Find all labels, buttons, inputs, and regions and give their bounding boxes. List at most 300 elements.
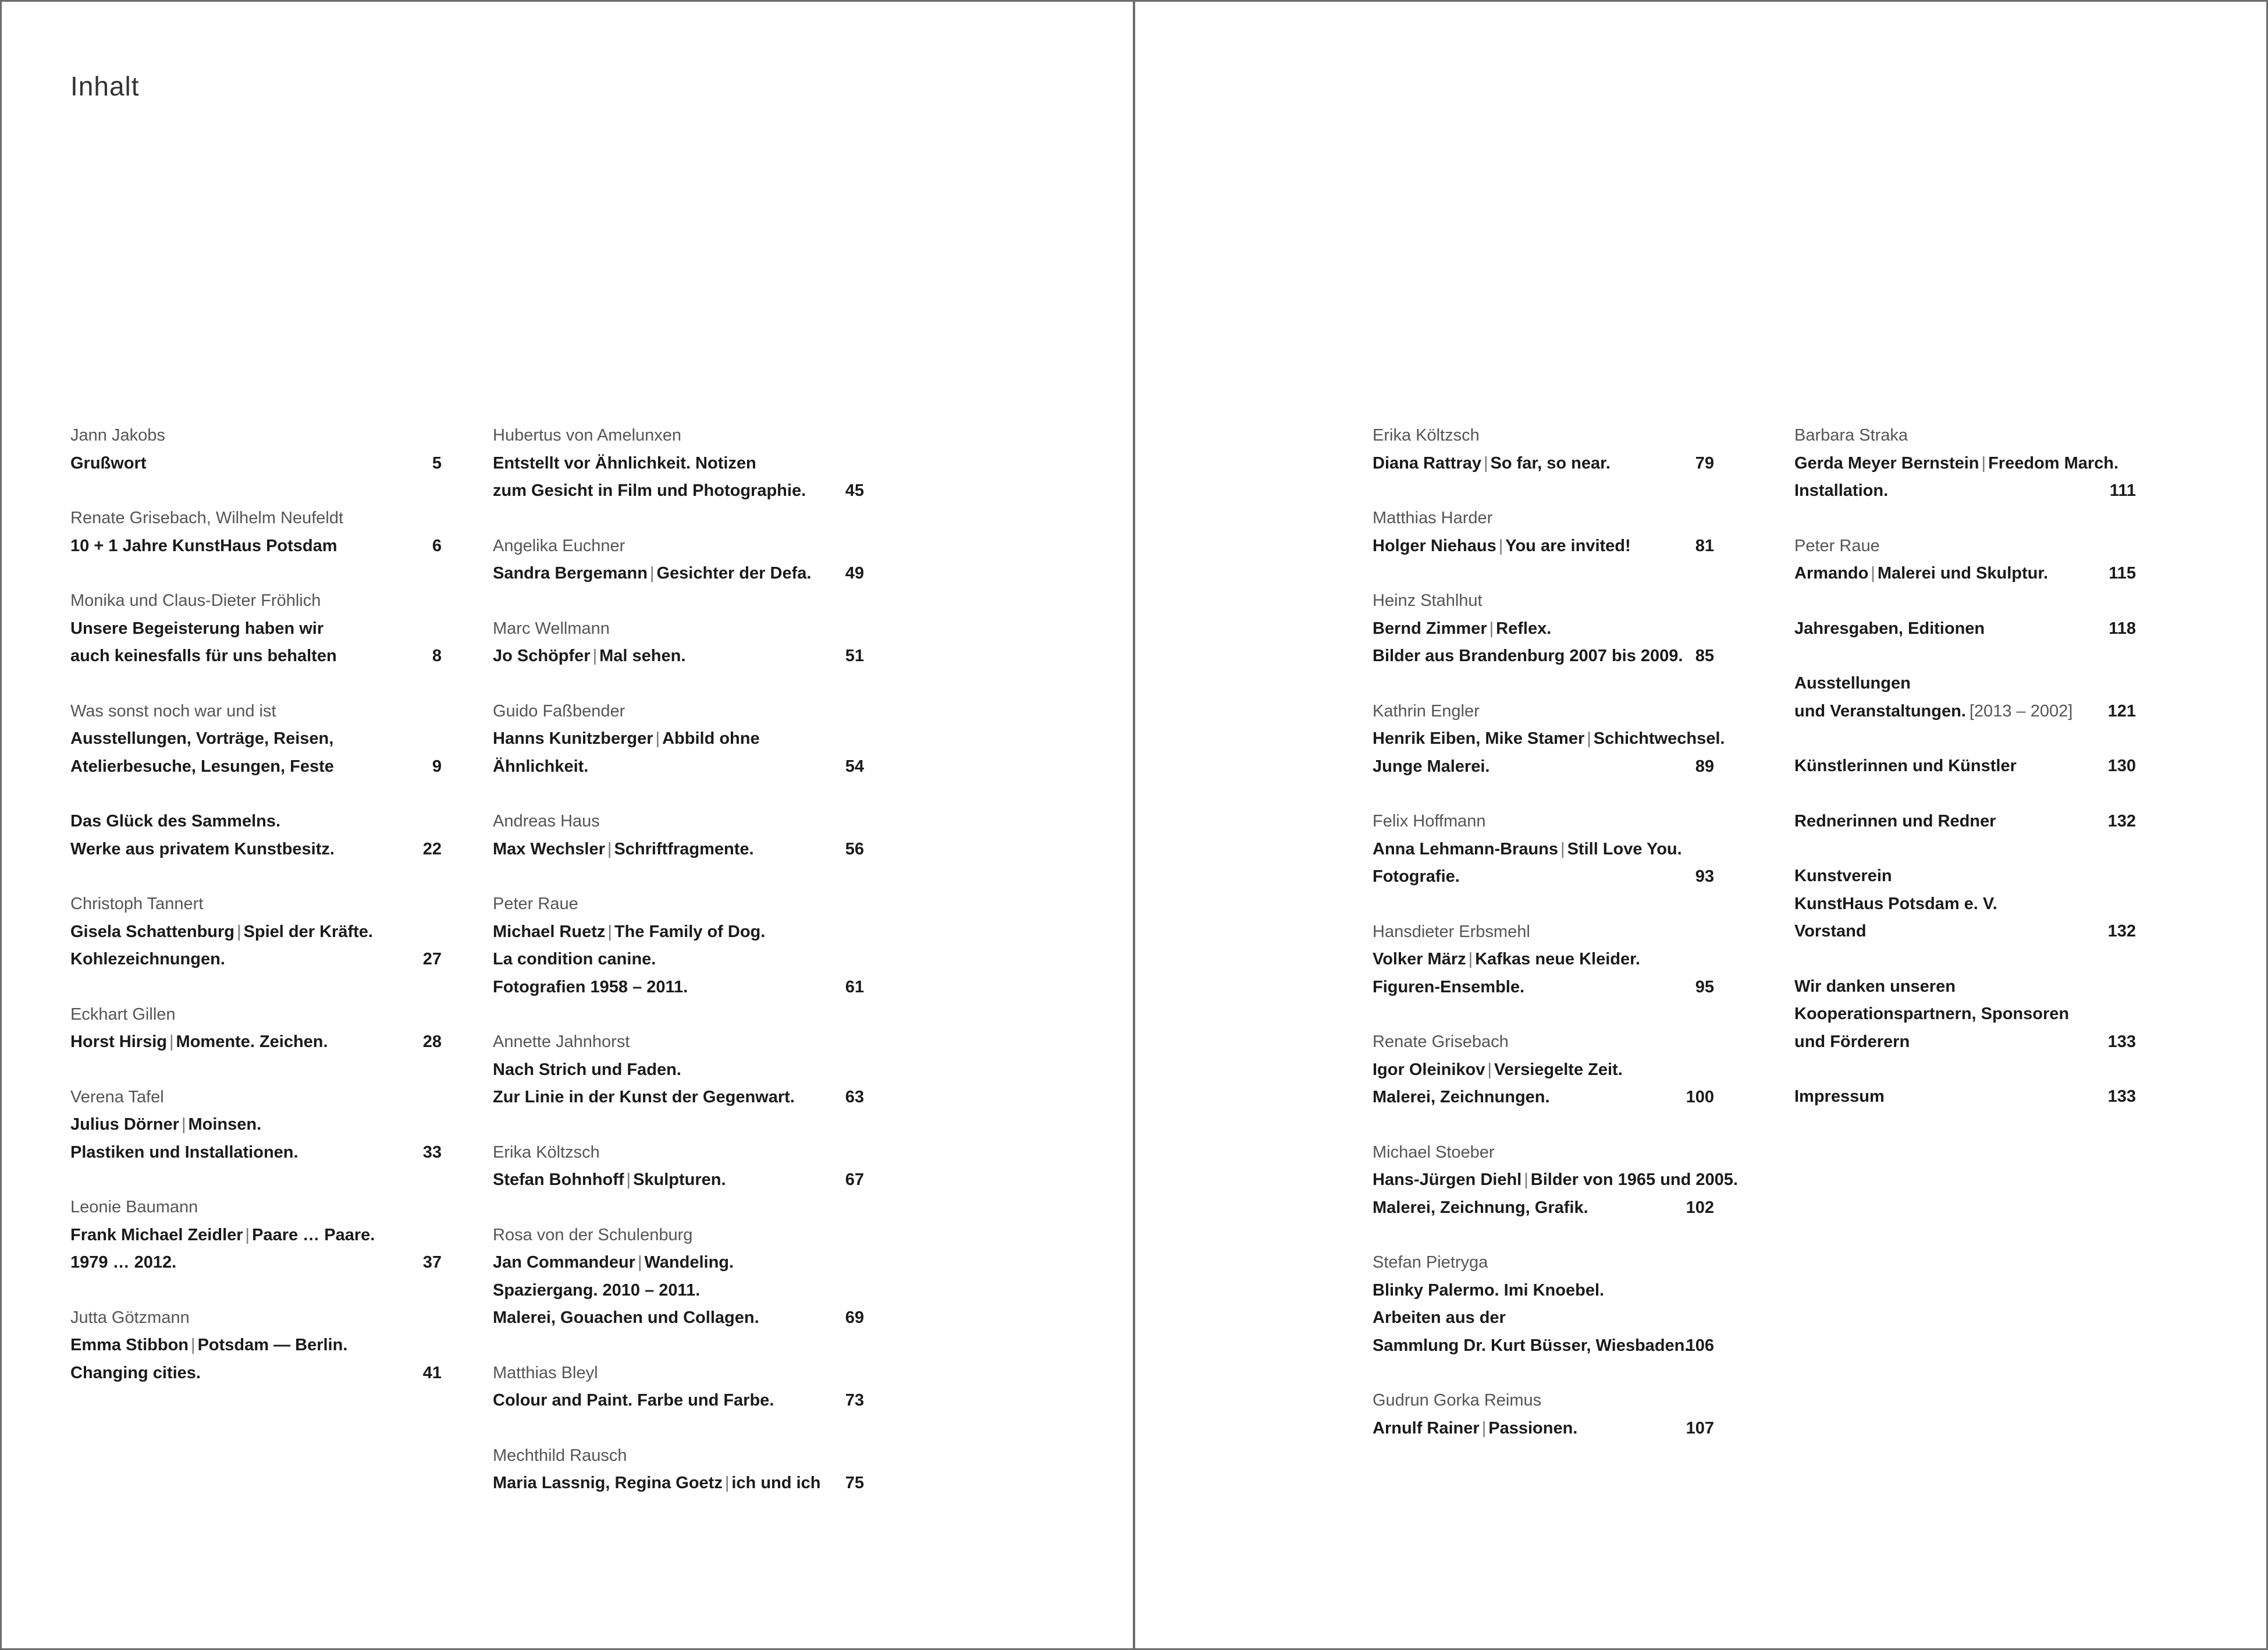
- toc-title-line: [1373, 946, 1714, 974]
- toc-title-line: [493, 450, 864, 478]
- toc-entry-title: [1794, 863, 2136, 946]
- toc-title-text: Fotografie.: [1373, 867, 1460, 886]
- toc-title-text: Nach Strich und Faden.: [493, 1060, 681, 1079]
- toc-entry-title: [1794, 450, 2136, 505]
- toc-title-text: Malerei, Zeichnung, Grafik.: [1373, 1198, 1588, 1217]
- toc-title-line: [70, 946, 442, 974]
- toc-title-text: Emma Stibbon: [70, 1336, 189, 1354]
- toc-title-line: [1373, 836, 1714, 864]
- toc-entry-title: [493, 560, 864, 588]
- toc-title-text: Gesichter der Defa.: [656, 564, 812, 583]
- toc-page-number: 121: [2107, 701, 2136, 721]
- toc-entry-title: [1373, 1277, 1714, 1360]
- toc-entry-author: Annette Jahnhorst: [493, 1032, 630, 1051]
- toc-title-text: Installation.: [1794, 481, 1889, 500]
- toc-entry: [70, 505, 442, 560]
- toc-title-text: Volker März: [1373, 950, 1466, 968]
- toc-title-text: Figuren-Ensemble.: [1373, 977, 1525, 996]
- toc-title-line: [1373, 725, 1725, 753]
- toc-title-text: Jahresgaben, Editionen: [1794, 619, 1985, 638]
- toc-entry-title: [70, 1222, 442, 1277]
- toc-entry-author: Barbara Straka: [1794, 426, 1908, 445]
- toc-entry-title: [1373, 836, 1714, 891]
- toc-entry-title: [1794, 1083, 2136, 1111]
- separator-bar: |: [1487, 1060, 1492, 1079]
- toc-entry: [493, 615, 864, 670]
- toc-title-text: Ausstellungen, Vorträge, Reisen,: [70, 729, 334, 748]
- toc-page-number: 54: [845, 757, 864, 776]
- toc-entry: [493, 1222, 864, 1332]
- toc-entry: [1373, 1028, 1714, 1112]
- toc-entry-title: [70, 533, 442, 560]
- toc-page-number: 111: [2109, 481, 2136, 500]
- toc-title-line: [70, 643, 442, 670]
- toc-entry-title: [493, 1166, 864, 1194]
- toc-title-text: Anna Lehmann-Brauns: [1373, 839, 1559, 858]
- separator-bar: |: [1981, 453, 1986, 473]
- toc-entry: [70, 1194, 442, 1277]
- toc-title-line: [493, 1166, 864, 1194]
- toc-title-text: Sandra Bergemann: [493, 564, 648, 583]
- toc-title-text: Julius Dörner: [70, 1115, 179, 1134]
- toc-title-line: [1794, 560, 2136, 588]
- toc-page-number: 49: [845, 564, 864, 583]
- toc-title-line: [493, 1304, 864, 1332]
- toc-page-number: 102: [1686, 1198, 1714, 1217]
- toc-title-text: Max Wechsler: [493, 839, 605, 858]
- toc-title-line: [493, 946, 864, 974]
- toc-title-text: Frank Michael Zeidler: [70, 1225, 243, 1244]
- toc-entry: [1373, 918, 1714, 1002]
- toc-entry: [493, 890, 864, 1001]
- toc-title-text: Gerda Meyer Bernstein: [1794, 453, 1979, 473]
- toc-page-number: 63: [845, 1088, 864, 1106]
- toc-title-text: Unsere Begeisterung haben wir: [70, 619, 324, 638]
- toc-entry-author: Jutta Götzmann: [70, 1308, 190, 1327]
- toc-page-number: 133: [2107, 1087, 2136, 1106]
- toc-title-line: [70, 1111, 442, 1139]
- toc-page-number: 100: [1686, 1088, 1714, 1106]
- toc-entry: [1794, 670, 2136, 725]
- separator-bar: |: [169, 1032, 174, 1051]
- toc-title-line: [70, 753, 442, 781]
- toc-title-line: [1373, 533, 1714, 560]
- toc-entry-author: Michael Stoeber: [1373, 1142, 1495, 1162]
- toc-title-text: Versiegelte Zeit.: [1494, 1060, 1623, 1079]
- toc-title-line: [1794, 753, 2136, 780]
- toc-entry-title: [1794, 808, 2136, 836]
- toc-entry: [1373, 698, 1725, 781]
- toc-entry-title: [493, 836, 864, 864]
- toc-page-number: 75: [845, 1474, 864, 1492]
- toc-title-line: [1794, 1028, 2136, 1056]
- separator-bar: |: [1871, 564, 1875, 583]
- separator-bar: |: [181, 1115, 186, 1134]
- toc-title-line: [70, 450, 442, 478]
- toc-title-text: Diana Rattray: [1373, 453, 1481, 473]
- toc-title-text: und Förderern: [1794, 1032, 1910, 1051]
- toc-title-line: [493, 974, 864, 1002]
- toc-entry-title: [493, 450, 864, 505]
- toc-title-line: [493, 918, 864, 946]
- toc-entry-author: Andreas Haus: [493, 812, 600, 831]
- separator-bar: |: [607, 922, 612, 941]
- toc-title-line: [1794, 973, 2136, 1001]
- toc-title-text: Gisela Schattenburg: [70, 922, 235, 941]
- toc-title-text: Kafkas neue Kleider.: [1475, 950, 1640, 968]
- toc-page-number: 41: [422, 1363, 442, 1382]
- toc-entry: [1794, 422, 2136, 505]
- toc-entry-title: [493, 1249, 864, 1332]
- toc-page-number: 115: [2109, 564, 2136, 583]
- toc-title-line: [493, 725, 864, 753]
- toc-title-text: Ausstellungen: [1794, 674, 1911, 693]
- toc-entry-title: [1373, 533, 1714, 560]
- toc-entry-title: [493, 918, 864, 1002]
- toc-page-number: 95: [1695, 977, 1714, 996]
- toc-entry-title: [1373, 946, 1714, 1001]
- toc-entry: [70, 698, 442, 781]
- toc-entry: [493, 808, 864, 863]
- toc-entry-author: Peter Raue: [1794, 536, 1880, 555]
- toc-title-text: Ähnlichkeit.: [493, 757, 589, 776]
- toc-title-text: Schriftfragmente.: [614, 839, 754, 858]
- toc-entry: [493, 1442, 864, 1498]
- toc-title-text: zum Gesicht in Film und Photographie.: [493, 481, 806, 500]
- separator-bar: |: [649, 564, 655, 583]
- toc-title-line: [70, 1139, 442, 1167]
- toc-entry-author: Mechthild Rausch: [493, 1446, 627, 1465]
- toc-title-text: 10 + 1 Jahre KunstHaus Potsdam: [70, 536, 337, 555]
- separator-bar: |: [1560, 839, 1565, 858]
- toc-title-text: Kooperationspartnern, Sponsoren: [1794, 1005, 2070, 1023]
- toc-title-text: KunstHaus Potsdam e. V.: [1794, 894, 1997, 913]
- toc-page-number: 6: [432, 536, 442, 555]
- toc-entry: [1373, 587, 1714, 670]
- toc-title-line: [1373, 1194, 1714, 1222]
- toc-title-line: [493, 477, 864, 505]
- toc-title-line: [1373, 615, 1714, 643]
- toc-entry-author: Marc Wellmann: [493, 619, 610, 638]
- toc-title-line: [1794, 1000, 2136, 1028]
- toc-title-line: [70, 808, 442, 836]
- separator-bar: |: [724, 1474, 730, 1492]
- toc-entry: [493, 1139, 864, 1194]
- toc-entry: [493, 1028, 864, 1112]
- toc-title-text: Malerei, Zeichnungen.: [1373, 1088, 1550, 1106]
- toc-title-text: Wandeling.: [644, 1253, 734, 1272]
- toc-title-text: Entstellt vor Ähnlichkeit. Notizen: [493, 453, 756, 473]
- toc-title-text: Armando: [1794, 564, 1869, 583]
- toc-title-text: Still Love You.: [1567, 839, 1682, 858]
- toc-entry-author: Renate Grisebach: [1373, 1032, 1509, 1051]
- toc-column-4: [1794, 422, 2136, 1138]
- toc-entry-title: [1373, 1056, 1714, 1112]
- toc-entry-title: [1373, 1166, 1738, 1222]
- toc-title-text: Momente. Zeichen.: [176, 1032, 328, 1051]
- toc-title-text: Das Glück des Sammelns.: [70, 812, 281, 831]
- toc-title-text: Arbeiten aus der: [1373, 1308, 1506, 1327]
- toc-title-text: Maria Lassnig, Regina Goetz: [493, 1474, 723, 1492]
- toc-title-text: Malerei und Skulptur.: [1877, 564, 2049, 583]
- toc-column-1: [70, 422, 442, 1414]
- toc-title-text: Mal sehen.: [599, 647, 686, 665]
- toc-entry-author: Was sonst noch war und ist: [70, 701, 276, 721]
- toc-entry-author: Erika Költzsch: [493, 1142, 600, 1162]
- separator-bar: |: [1481, 1418, 1487, 1438]
- toc-title-text: Paare … Paare.: [252, 1225, 375, 1244]
- toc-title-text: Junge Malerei.: [1373, 757, 1490, 776]
- toc-page-number: 107: [1686, 1418, 1714, 1438]
- separator-bar: |: [1483, 453, 1488, 473]
- toc-title-text: Wir danken unseren: [1794, 977, 1956, 996]
- toc-entry-title: [493, 1470, 864, 1498]
- separator-bar: |: [655, 729, 660, 748]
- toc-page-number: 9: [432, 757, 442, 776]
- toc-entry-author: Kathrin Engler: [1373, 701, 1480, 721]
- toc-title-text: Künstlerinnen und Künstler: [1794, 757, 2017, 775]
- toc-entry: [1373, 422, 1714, 477]
- separator-bar: |: [1489, 619, 1494, 638]
- toc-page-number: 45: [845, 481, 864, 500]
- toc-entry-title: [70, 1332, 442, 1387]
- toc-title-line: [1373, 1277, 1714, 1305]
- toc-entry: [1794, 863, 2136, 946]
- toc-page-number: 27: [422, 950, 442, 968]
- separator-bar: |: [626, 1170, 631, 1189]
- toc-entry-author: Erika Költzsch: [1373, 426, 1480, 445]
- toc-title-text: auch keinesfalls für uns behalten: [70, 647, 337, 665]
- toc-entry-author: Eckhart Gillen: [70, 1005, 176, 1024]
- toc-entry: [70, 422, 442, 477]
- toc-entry: [1794, 808, 2136, 836]
- toc-entry: [70, 1001, 442, 1056]
- toc-title-text: Holger Niehaus: [1373, 536, 1496, 555]
- toc-title-text: Fotografien 1958 – 2011.: [493, 977, 688, 996]
- toc-entry-title: [70, 450, 442, 478]
- toc-entry-title: [1373, 725, 1725, 780]
- toc-entry: [70, 1304, 442, 1388]
- toc-entry: [70, 587, 442, 670]
- toc-entry: [1794, 615, 2136, 643]
- toc-entry-title: [70, 725, 442, 780]
- toc-title-line: [1794, 1083, 2136, 1111]
- page-title: Inhalt: [70, 71, 140, 101]
- toc-entry-title: [70, 1028, 442, 1056]
- toc-title-text: Freedom March.: [1988, 453, 2119, 473]
- toc-title-line: [70, 1028, 442, 1056]
- toc-entry-author: Heinz Stahlhut: [1373, 591, 1483, 610]
- toc-entry-author: Felix Hoffmann: [1373, 812, 1486, 831]
- toc-entry-author: Rosa von der Schulenburg: [493, 1225, 693, 1244]
- toc-entry-author: Hubertus von Amelunxen: [493, 426, 682, 445]
- toc-page-number: 93: [1695, 867, 1714, 886]
- toc-title-line: [70, 533, 442, 560]
- toc-entry-title: [1373, 450, 1714, 478]
- toc-title-text: Colour and Paint. Farbe und Farbe.: [493, 1391, 774, 1410]
- toc-title-text: Bernd Zimmer: [1373, 619, 1487, 638]
- toc-title-line: [1373, 1084, 1714, 1112]
- toc-title-line: [70, 615, 442, 643]
- toc-title-text: Spaziergang. 2010 – 2011.: [493, 1280, 701, 1300]
- toc-title-text: Grußwort: [70, 453, 147, 473]
- toc-title-line: [493, 836, 864, 864]
- toc-title-text: Rednerinnen und Redner: [1794, 811, 1996, 831]
- toc-title-text: Hanns Kunitzberger: [493, 729, 653, 748]
- toc-title-text: Moinsen.: [188, 1115, 262, 1134]
- toc-title-line: [1794, 808, 2136, 836]
- toc-page-number: 28: [422, 1032, 442, 1051]
- toc-title-line: [70, 1222, 442, 1250]
- toc-title-text: Potsdam — Berlin.: [197, 1336, 348, 1354]
- toc-column-2: [493, 422, 864, 1525]
- toc-title-line: [1373, 1166, 1738, 1194]
- toc-title-text: Hans-Jürgen Diehl: [1373, 1170, 1522, 1189]
- toc-entry-title: [1373, 615, 1714, 670]
- toc-title-text: Jo Schöpfer: [493, 647, 591, 665]
- toc-entry-author: Peter Raue: [493, 895, 578, 913]
- toc-entry-author: Verena Tafel: [70, 1087, 164, 1106]
- toc-page-number: 89: [1695, 757, 1714, 776]
- toc-entry-title: [70, 918, 442, 974]
- toc-entry: [70, 808, 442, 863]
- toc-page-number: 73: [845, 1391, 864, 1410]
- toc-page-number: 130: [2107, 757, 2136, 775]
- toc-page-number: 5: [432, 453, 442, 473]
- toc-title-line: [493, 1056, 864, 1084]
- toc-title-text: La condition canine.: [493, 950, 656, 968]
- toc-title-text: Skulpturen.: [633, 1170, 726, 1189]
- toc-title-line: [1373, 863, 1714, 891]
- toc-title-text: Malerei, Gouachen und Collagen.: [493, 1308, 759, 1327]
- toc-entry-title: [493, 643, 864, 670]
- toc-title-text: und Veranstaltungen.: [1794, 701, 1966, 721]
- toc-title-line: [1373, 1415, 1714, 1443]
- toc-entry: [70, 890, 442, 974]
- toc-title-text: Schichtwechsel.: [1593, 729, 1725, 748]
- toc-title-text: Atelierbesuche, Lesungen, Feste: [70, 757, 334, 776]
- toc-entry: [493, 1360, 864, 1415]
- toc-entry: [1794, 533, 2136, 588]
- toc-entry-author: Hansdieter Erbsmehl: [1373, 922, 1530, 941]
- toc-title-line: [1373, 450, 1714, 478]
- toc-title-text: The Family of Dog.: [614, 922, 766, 941]
- separator-bar: |: [191, 1336, 195, 1354]
- toc-title-text: Igor Oleinikov: [1373, 1060, 1485, 1079]
- toc-entry-title: [1373, 1415, 1714, 1443]
- toc-column-3: [1373, 422, 1738, 1470]
- toc-entry: [1373, 808, 1714, 891]
- toc-title-line: [493, 1387, 864, 1415]
- toc-title-text: 1979 … 2012.: [70, 1253, 177, 1272]
- toc-title-line: [70, 1249, 442, 1277]
- toc-title-text: Bilder aus Brandenburg 2007 bis 2009.: [1373, 647, 1683, 665]
- toc-title-text: You are invited!: [1505, 536, 1631, 555]
- toc-title-text: Michael Ruetz: [493, 922, 606, 941]
- toc-page-number: 132: [2107, 811, 2136, 831]
- separator-bar: |: [1587, 729, 1591, 748]
- toc-entry-author: Jann Jakobs: [70, 426, 165, 445]
- toc-entry: [1794, 973, 2136, 1056]
- toc-title-text: Kunstverein: [1794, 867, 1892, 885]
- toc-page-number: 22: [422, 839, 442, 858]
- toc-entry: [1373, 1249, 1714, 1360]
- toc-page-number: 118: [2109, 619, 2136, 638]
- toc-entry: [1373, 505, 1714, 560]
- toc-title-line: [1373, 643, 1714, 670]
- toc-entry-author: Renate Grisebach, Wilhelm Neufeldt: [70, 509, 344, 527]
- toc-title-text: Passionen.: [1488, 1418, 1578, 1438]
- toc-title-line: [493, 1277, 864, 1305]
- toc-entry-author: Christoph Tannert: [70, 895, 204, 913]
- toc-title-line: [1794, 918, 2136, 946]
- toc-title-text: Impressum: [1794, 1087, 1885, 1106]
- toc-title-line: [1794, 450, 2136, 478]
- toc-entry-title: [1794, 973, 2136, 1056]
- toc-title-text: Jan Commandeur: [493, 1253, 635, 1272]
- separator-bar: |: [1498, 536, 1503, 555]
- toc-title-line: [1794, 477, 2136, 505]
- toc-entry: [493, 698, 864, 781]
- toc-page-number: 81: [1695, 536, 1714, 555]
- toc-entry-author: Angelika Euchner: [493, 536, 625, 555]
- toc-entry: [1794, 753, 2136, 780]
- toc-page-number: 79: [1695, 453, 1714, 473]
- separator-bar: |: [637, 1253, 642, 1272]
- toc-entry-title: [1794, 615, 2136, 643]
- toc-entry-title: [70, 1111, 442, 1166]
- separator-bar: |: [1524, 1170, 1528, 1189]
- toc-entry: [493, 422, 864, 505]
- toc-title-line: [493, 1084, 864, 1112]
- toc-title-line: [70, 725, 442, 753]
- toc-title-line: [1373, 753, 1714, 781]
- toc-title-line: [70, 1360, 442, 1388]
- toc-entry-title: [493, 1056, 864, 1112]
- toc-title-text: So far, so near.: [1490, 453, 1611, 473]
- toc-entry-title: [1794, 753, 2136, 780]
- toc-title-line: [1373, 1056, 1714, 1084]
- toc-title-line: [493, 1470, 864, 1498]
- separator-bar: |: [592, 647, 598, 665]
- toc-entry-author: Gudrun Gorka Reimus: [1373, 1391, 1542, 1410]
- toc-title-text: Kohlezeichnungen.: [70, 950, 225, 968]
- toc-title-line: [70, 918, 442, 946]
- toc-page-number: 132: [2107, 922, 2136, 941]
- toc-page-number: 33: [422, 1142, 442, 1162]
- toc-title-line: [493, 643, 864, 670]
- toc-year-range: [2013 – 2002]: [1969, 701, 2073, 721]
- toc-title-line: [1794, 615, 2136, 643]
- toc-title-line: [493, 560, 864, 588]
- toc-title-text: Vorstand: [1794, 922, 1867, 941]
- toc-title-line: [493, 753, 864, 781]
- toc-title-text: Horst Hirsig: [70, 1032, 167, 1051]
- toc-title-line: [70, 1332, 442, 1360]
- toc-entry: [1373, 1387, 1714, 1442]
- toc-page-number: 85: [1695, 647, 1714, 665]
- toc-entry: [70, 1084, 442, 1167]
- separator-bar: |: [1468, 950, 1473, 968]
- toc-title-text: Werke aus privatem Kunstbesitz.: [70, 839, 335, 858]
- toc-title-text: Bilder von 1965 und 2005.: [1530, 1170, 1738, 1189]
- toc-page-number: 106: [1686, 1336, 1714, 1355]
- toc-title-line: [1373, 974, 1714, 1002]
- toc-page-number: 61: [845, 977, 864, 996]
- toc-entry-author: Monika und Claus-Dieter Fröhlich: [70, 591, 321, 610]
- toc-entry-author: Stefan Pietryga: [1373, 1253, 1488, 1272]
- toc-entry: [493, 533, 864, 588]
